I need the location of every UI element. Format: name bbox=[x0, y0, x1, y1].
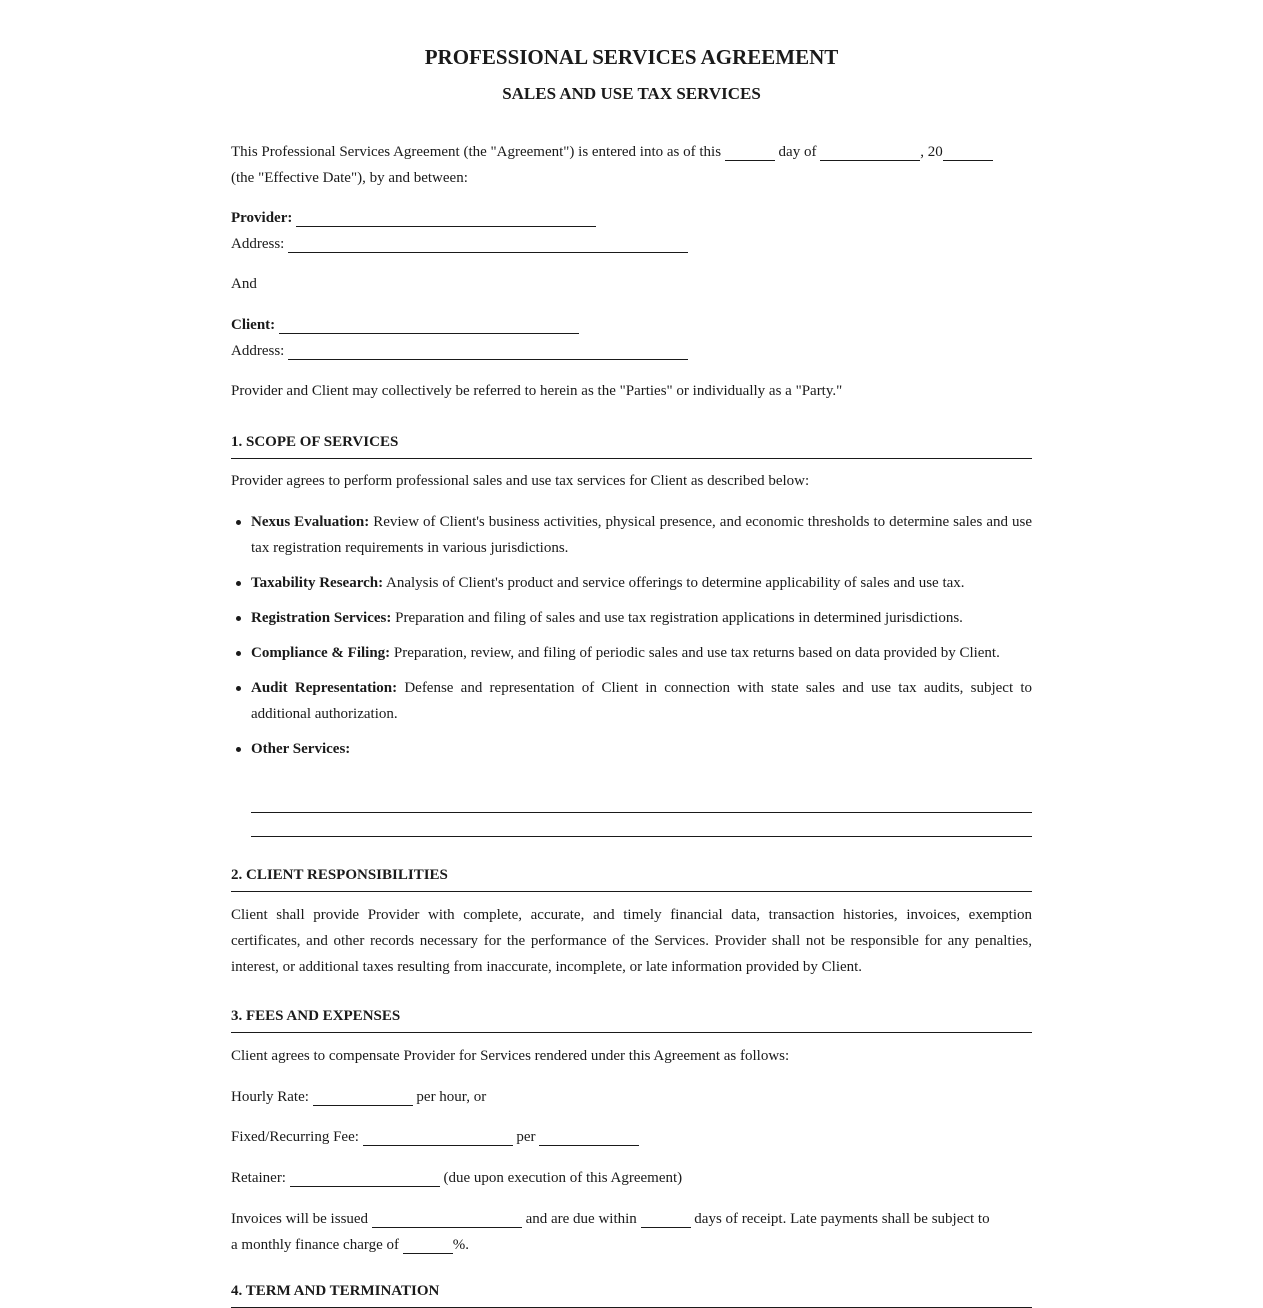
provider-label: Provider: bbox=[231, 210, 293, 226]
section2-body: Client shall provide Provider with complete, accurate, and timely financial data, transaction histories, invoices, exemption certificates, and other records necessary for the performance of the Services. Provider shall not be responsible for any penalties, interest, or additional taxes resulting from inaccurate, incomplete, or late information provided by Client. bbox=[231, 907, 1032, 975]
list-item: Compliance & Filing: Preparation, review, and filing of periodic sales and use tax returns based on data provided by Client. bbox=[251, 640, 1032, 666]
hourly-rate-field[interactable] bbox=[313, 1087, 413, 1106]
client-address-label: Address: bbox=[231, 343, 285, 359]
list-item: Registration Services: Preparation and filing of sales and use tax registration applications in determined jurisdictions. bbox=[251, 605, 1032, 631]
year-blank[interactable] bbox=[943, 142, 993, 161]
list-item: Taxability Research: Analysis of Client's product and service offerings to determine applicability of sales and use tax. bbox=[251, 570, 1032, 596]
fee-period-field[interactable] bbox=[539, 1127, 639, 1146]
invoice-frequency-field[interactable] bbox=[372, 1209, 522, 1228]
retainer-line: Retainer: (due upon execution of this Agreement) bbox=[231, 1170, 683, 1186]
list-item: Other Services: bbox=[251, 736, 1032, 762]
client-address-field[interactable] bbox=[288, 341, 688, 360]
provider-line bbox=[231, 205, 1032, 231]
document-title: PROFESSIONAL SERVICES AGREEMENT bbox=[424, 45, 839, 69]
fixed-fee-line: Fixed/Recurring Fee: per bbox=[231, 1124, 1032, 1150]
section1-heading: 1. SCOPE OF SERVICES bbox=[231, 432, 1032, 459]
section1-intro: Provider agrees to perform professional sales and use tax services for Client as described below: bbox=[231, 473, 810, 489]
due-days-field[interactable] bbox=[641, 1209, 691, 1228]
section2-heading: 2. CLIENT RESPONSIBILITIES bbox=[231, 865, 1032, 892]
hourly-rate-line: Hourly Rate: per hour, or bbox=[231, 1089, 487, 1105]
other-services-line-2[interactable] bbox=[251, 836, 1032, 837]
section4-heading: 4. TERM AND TERMINATION bbox=[231, 1281, 1032, 1308]
other-services-line-1[interactable] bbox=[251, 812, 1032, 813]
fixed-fee-field[interactable] bbox=[363, 1127, 513, 1146]
section3-intro: Client agrees to compensate Provider for Services rendered under this Agreement as follows: bbox=[231, 1048, 790, 1064]
retainer-field[interactable] bbox=[290, 1168, 440, 1187]
and-text: And bbox=[231, 276, 257, 292]
client-name-field[interactable] bbox=[279, 315, 579, 334]
services-list bbox=[231, 509, 1032, 762]
client-label: Client: bbox=[231, 317, 276, 333]
provider-name-field[interactable] bbox=[296, 208, 596, 227]
day-blank[interactable] bbox=[725, 142, 775, 161]
services-list-wrap bbox=[231, 509, 1032, 762]
finance-charge-field[interactable] bbox=[403, 1235, 453, 1254]
list-item: Nexus Evaluation: Review of Client's business activities, physical presence, and economic thresholds to determine sales and use tax registration requirements in various jurisdictions. bbox=[251, 509, 1032, 561]
month-blank[interactable] bbox=[820, 142, 920, 161]
provider-address-line bbox=[231, 231, 1032, 257]
client-address-line bbox=[231, 338, 1032, 364]
document-subtitle: SALES AND USE TAX SERVICES bbox=[502, 84, 761, 103]
list-item: Audit Representation: Defense and representation of Client in connection with state sales and use tax audits, subject to additional authorization. bbox=[251, 675, 1032, 727]
parties-paragraph: Provider and Client may collectively be referred to herein as the "Parties" or individually as a "Party." bbox=[231, 383, 843, 399]
client-line bbox=[231, 312, 1032, 338]
provider-address-label: Address: bbox=[231, 236, 285, 252]
invoice-paragraph: Invoices will be issued and are due within days of receipt. Late payments shall be subject to a monthly finance charge of %. bbox=[231, 1211, 990, 1253]
section3-heading: 3. FEES AND EXPENSES bbox=[231, 1006, 1032, 1033]
intro-paragraph: This Professional Services Agreement (the "Agreement") is entered into as of this day of , 20 (the "Effective Date"), by and between: bbox=[231, 139, 1032, 191]
provider-address-field[interactable] bbox=[288, 234, 688, 253]
